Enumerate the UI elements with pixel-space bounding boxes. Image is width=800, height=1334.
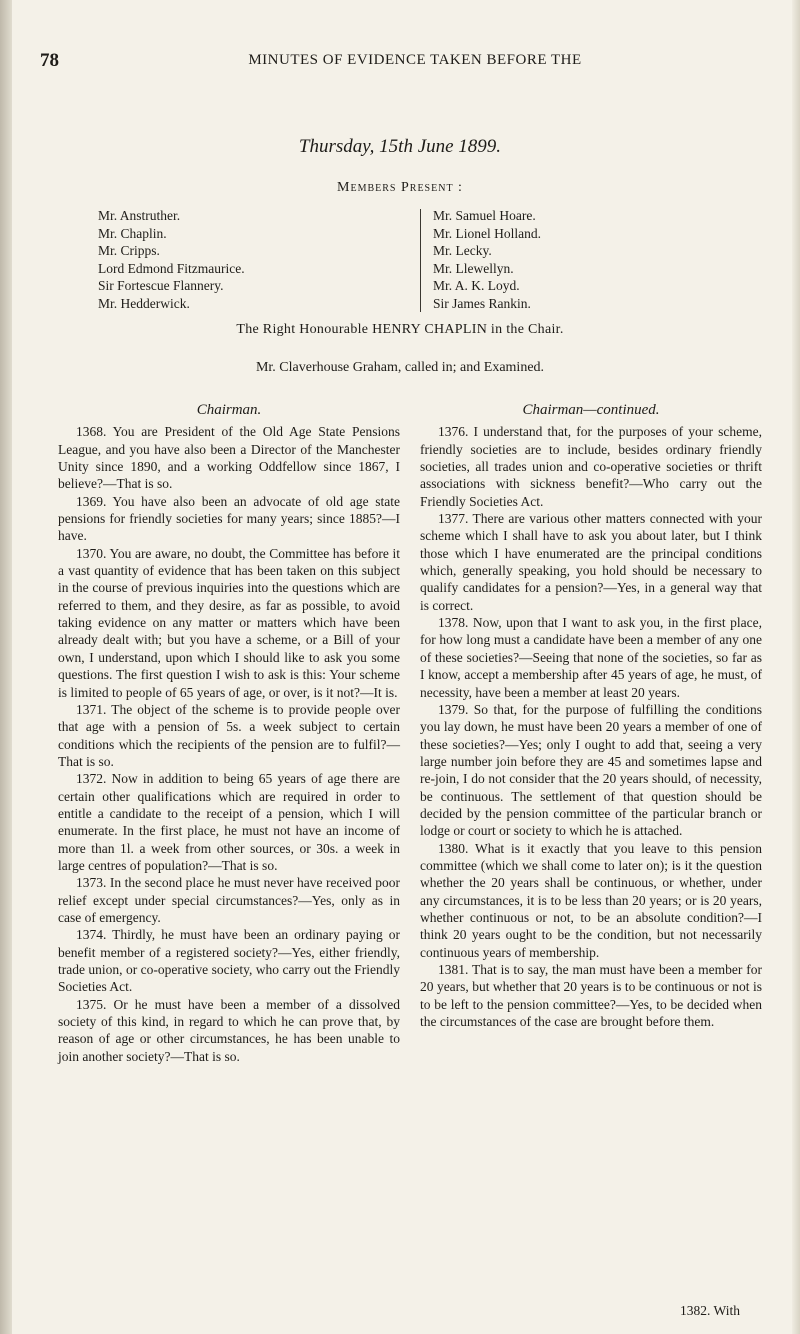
evidence-paragraph: 1378. Now, upon that I want to ask you, in the first place, for how long must a candidate have been a member of any one of these societies?—Seeing that none of the societies, so far as I know, accept a membership after 45 years of age, he must, of necessity, have been a member at least 20 years. — [420, 615, 762, 700]
member-name: Mr. Anstruther. — [98, 208, 181, 223]
column-heading: Chairman. — [196, 402, 262, 418]
evidence-paragraph: 1375. Or he must have been a member of a dissolved society of this kind, in regard to which he can prove that, by reason of age or other circumstances, he has been unable to join another society?—That is so. — [58, 996, 400, 1064]
witness-line: Mr. Claverhouse Graham, called in; and Examined. — [255, 360, 545, 375]
evidence-paragraph: 1373. In the second place he must never have received poor relief except under special circumstances?—Yes, only as in case of emergency. — [58, 875, 400, 925]
evidence-paragraph: 1372. Now in addition to being 65 years of age there are certain other qualifications which are required in order to entitle a candidate to the receipt of a pension, which I will enumerate. In the first place, he must not have an income of more than 1l. a week from other sources, or 30s. a week in large centres of population?—That is so. — [58, 771, 400, 873]
evidence-paragraph: 1371. The object of the scheme is to provide people over that age with a pension of 5s. a week subject to certain conditions which the recipients of the pension are to fulfil?—That is so. — [58, 701, 400, 769]
member-name: Sir James Rankin. — [433, 295, 531, 311]
running-title: MINUTES OF EVIDENCE TAKEN BEFORE THE — [248, 52, 582, 68]
members-list-right — [433, 207, 763, 312]
column-heading: Chairman—continued. — [522, 402, 660, 418]
page-number: 78 — [40, 50, 59, 71]
member-name: Mr. Lionel Holland. — [433, 225, 541, 241]
members-list-left — [98, 207, 398, 312]
binding-edge — [0, 0, 12, 1334]
members-divider — [420, 209, 421, 312]
evidence-paragraph: 1370. You are aware, no doubt, the Committee has before it a vast quantity of evidence that has been taken on this subject in the course of previous inquiries into the questions which are referred to them, and they desire, as far as possible, to avoid taking evidence on any matter or matters which have been already dealt with; but you have a scheme, or a Bill of your own, I understand, upon which I should like to ask you some questions. The first question I wish to ask is this: Your scheme is limited to people of 65 years of age, or over, is it not?—It is. — [58, 545, 400, 700]
evidence-paragraph: 1377. There are various other matters connected with your scheme which I shall have to ask you about later, but I think those which I have enumerated are the principal conditions which, generally speaking, you hold should be necessary to qualify candidates for a pension?—Yes, in a general way that is correct. — [420, 511, 762, 613]
member-name: Mr. Samuel Hoare. — [433, 208, 536, 223]
member-name: Mr. Chaplin. — [98, 225, 167, 241]
evidence-paragraph: 1381. That is to say, the man must have been a member for 20 years, but whether that 20 years is to be continuous or not is to be left to the pension committee?—Yes, to be decided when the circumstances of the case are brought before them. — [420, 962, 762, 1030]
member-name: Lord Edmond Fitzmaurice. — [98, 260, 245, 276]
evidence-paragraph: 1369. You have also been an advocate of old age state pensions for friendly societies for many years; since 1885?—I have. — [58, 493, 400, 544]
member-name: Mr. Llewellyn. — [433, 260, 514, 276]
running-head — [40, 50, 760, 72]
evidence-paragraph: 1374. Thirdly, he must have been an ordinary paying or benefit member of a registered society?—Yes, either friendly, trade union, or co-operative society, who carry out the Friendly Societies Act. — [58, 927, 400, 995]
evidence-paragraph: 1379. So that, for the purpose of fulfilling the conditions you lay down, he must have been 20 years a member of one of these societies?—Yes; only I ought to add that, seeing a very large number join before they are 45 and sometimes lapse and re-join, I do not consider that the 20 years should, of necessity, be continuous. The settlement of that question should be decided by the pension committee of the particular branch or lodge or court or society to which he is attached. — [420, 701, 762, 839]
member-name: Mr. A. K. Loyd. — [433, 278, 520, 293]
members-heading: Members Present : — [337, 180, 463, 195]
catchword: 1382. With — [680, 1303, 740, 1318]
date-heading: Thursday, 15th June 1899. — [298, 136, 502, 157]
evidence-paragraph: 1368. You are President of the Old Age State Pensions League, and you have also been a Director of the Manchester Unity since 1890, and a working Oddfellow since 1867, I believe?—That is so. — [58, 424, 400, 492]
evidence-paragraph: 1380. What is it exactly that you leave to this pension committee (which we shall come to later on); is it the question whether the 20 years shall be continuous, or whether, under any circumstances, it is to be less than 20 years; or is 20 years, whether continuous or not, to be an absolute condition?—I think 20 years ought to be the condition, but not necessarily continuous years of membership. — [420, 840, 762, 960]
evidence-column-right — [420, 402, 762, 1030]
member-name: Sir Fortescue Flannery. — [98, 278, 224, 293]
page-edge — [792, 0, 800, 1334]
evidence-column-left — [58, 402, 400, 1065]
evidence-paragraph: 1376. I understand that, for the purposes of your scheme, friendly societies are to include, besides ordinary friendly societies, all trades union and co-operative societies or thrift associations with sickness benefit?—Who carry out the Friendly Societies Act. — [420, 424, 762, 509]
chair-line: The Right Honourable HENRY CHAPLIN in the Chair. — [236, 322, 564, 337]
member-name: Mr. Cripps. — [98, 243, 160, 258]
member-name: Mr. Lecky. — [433, 243, 492, 258]
member-name: Mr. Hedderwick. — [98, 295, 190, 311]
